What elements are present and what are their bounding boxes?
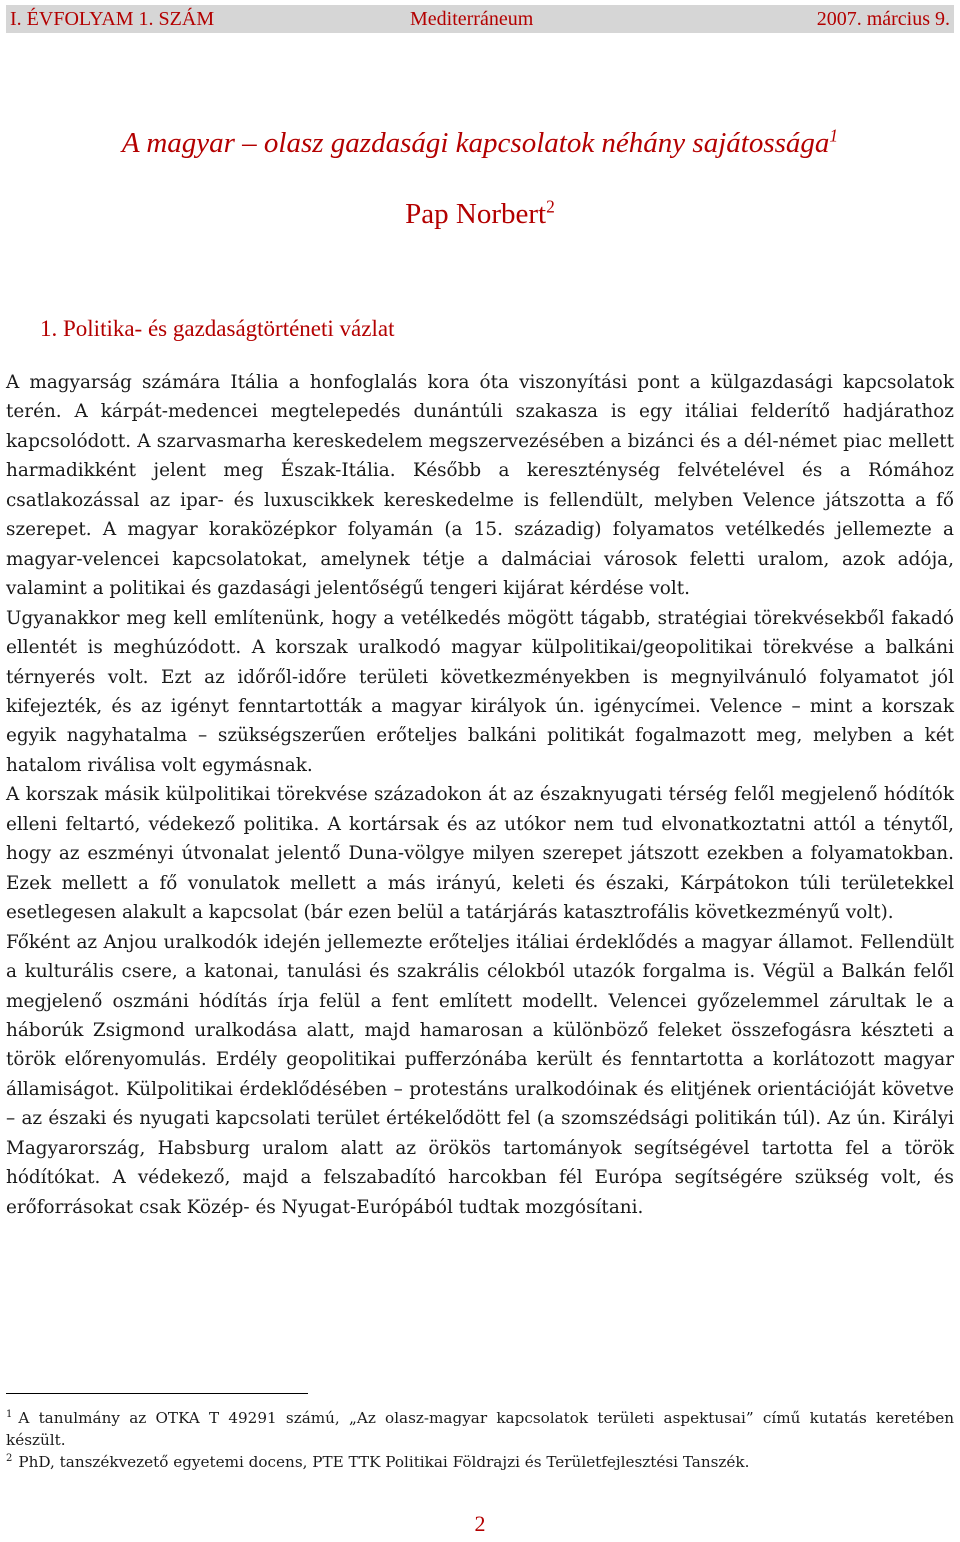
- footnote-number: 1: [6, 1408, 13, 1420]
- article-title-text: A magyar – olasz gazdasági kapcsolatok néhány sajátossága: [121, 127, 830, 159]
- footnote-2: [6, 1451, 954, 1473]
- running-header: [6, 5, 954, 33]
- footnote-divider: [6, 1393, 308, 1394]
- page-number: 2: [474, 1511, 486, 1536]
- author-footnote-ref[interactable]: 2: [546, 196, 555, 217]
- header-column: Mediterráneum: [410, 8, 534, 30]
- header-volume: I. ÉVFOLYAM 1. SZÁM: [10, 8, 215, 30]
- header-date: 2007. március 9.: [816, 8, 950, 30]
- body-paragraph: Főként az Anjou uralkodók idején jellemezte erőteljes itáliai érdeklődés a magyar államot. Fellendült a kulturális csere, a katonai, tanulási és szakrális célokból utazók forgalma is. Végül a Balkán felől megjelenő oszmáni hódítás írja felül a fent említett modellt. Velencei győzelemmel zárultak le a háborúk Zsigmond uralkodása alatt, majd hamarosan a különböző feleket összefogásra készteti a török előrenyomulás. Erdély geopolitikai pufferzónába került és fenntartotta a korlátozott magyar államiságot. Külpolitikai érdeklődésében – protestáns uralkodóinak és elitjének orientációját követve – az északi és nyugati kapcsolati terület értékelődött fel (a szomszédsági politikán túl). Az ún. Királyi Magyarország, Habsburg uralom alatt az örökös tartományok segítségével tartotta fel a török hódítókat. A védekező, majd a felszabadító harcokban fél Európa segítségére szükség volt, és erőforrásokat csak Közép- és Nyugat-Európából tudtak mozgósítani.: [6, 931, 954, 1218]
- footnote-1: [6, 1407, 954, 1451]
- body-paragraph: Ugyanakkor meg kell említenünk, hogy a vetélkedés mögött tágabb, stratégiai törekvésekből fakadó ellentét is meghúzódott. A korszak uralkodó magyar külpolitikai/geopolitikai törekvése a balkáni térnyerés volt. Ezt az időről-időre területi következményekben is megnyilvánuló folyamatot jól kifejezték, és az igényt fenntartották a magyar királyok ún. igénycímei. Velence – mint a korszak egyik nagyhatalma – szükségszerűen erőteljes balkáni politikát fogalmazott meg, melyben a két hatalom riválisa volt egymásnak.: [6, 607, 954, 776]
- footnote-text: A tanulmány az OTKA T 49291 számú, „Az olasz-magyar kapcsolatok területi aspektusai” című kutatás keretében készült.: [6, 1409, 954, 1449]
- footnote-text: PhD, tanszékvezető egyetemi docens, PTE TTK Politikai Földrajzi és Területfejlesztési Tanszék.: [18, 1453, 750, 1471]
- body-paragraph: A magyarság számára Itália a honfoglalás kora óta viszonyítási pont a külgazdasági kapcsolatok terén. A kárpát-medencei megtelepedés dunántúli szakasza is egy itáliai felderítő hadjárathoz kapcsolódott. A szarvasmarha kereskedelem megszervezésében a bizánci és a dél-német piac mellett harmadikként jelent meg Észak-Itália. Később a kereszténység felvételével és a Rómához csatlakozással az ipar- és luxuscikkek kereskedelme is fellendült, melyben Velence játszotta a fő szerepet. A magyar koraközépkor folyamán (a 15. századig) folyamatos vetélkedés jellemezte a magyar-velencei kapcsolatokat, amelynek tétje a dalmáciai városok feletti uralom, azok adója, valamint a politikai és gazdasági jelentőségű tengeri kijárat kérdése volt.: [6, 372, 954, 600]
- footnotes: [6, 1407, 954, 1473]
- article-author: [0, 196, 960, 232]
- section-heading: 1. Politika- és gazdaságtörténeti vázlat: [40, 316, 395, 341]
- article-title: [0, 125, 960, 161]
- body-paragraph: A korszak másik külpolitikai törekvése századokon át az északnyugati térség felől megjelenő hódítók elleni feltartó, védekező politika. A kortársak és az utókor nem tud elvonatkoztatni attól a ténytől, hogy az eszményi útvonalat jelentő Duna-völgye milyen szerepet játszott ezekben a folyamatokban. Ezek mellett a fő vonulatok mellett a más irányú, keleti és északi, Kárpátokon túli területekkel esetlegesen alakult a kapcsolat (bár ezen belül a tatárjárás katasztrofális következményű volt).: [6, 784, 954, 924]
- footnote-number: 2: [6, 1452, 13, 1464]
- article-body: [6, 368, 954, 1222]
- author-name: Pap Norbert: [405, 198, 547, 230]
- title-footnote-ref[interactable]: 1: [829, 125, 839, 146]
